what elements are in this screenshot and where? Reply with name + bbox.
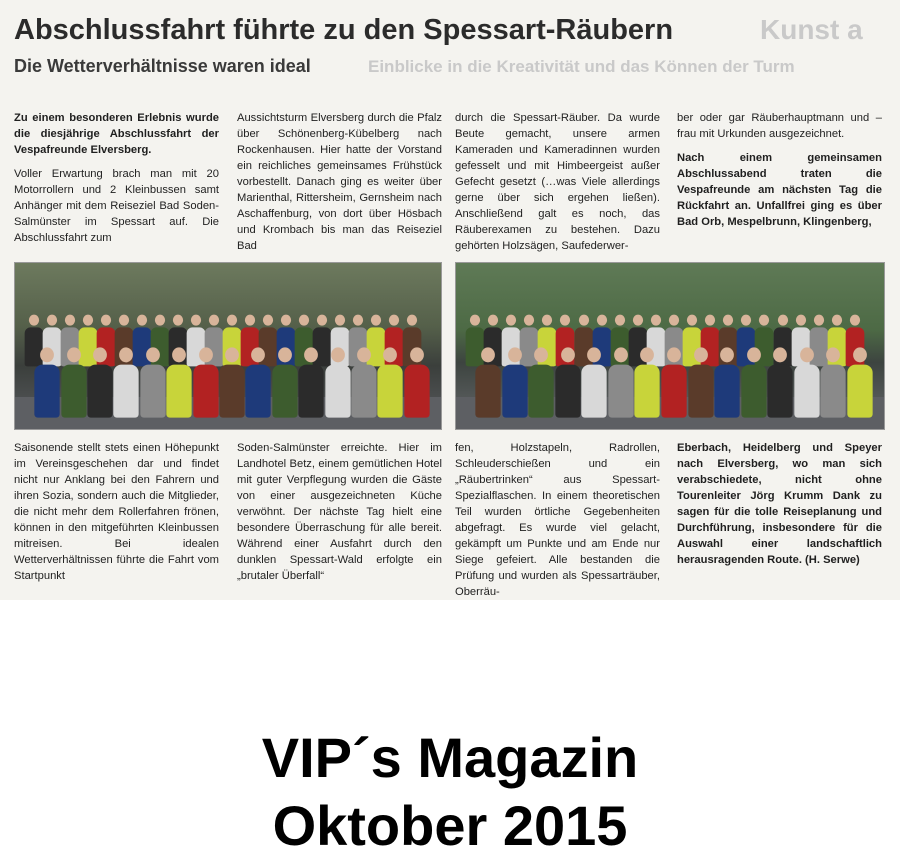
column-text: ber oder gar Räuberhauptmann und –frau mit Urkunden ausgezeichnet. (677, 112, 882, 140)
photo-person (714, 347, 739, 417)
person-body (714, 365, 739, 418)
photo-person (325, 347, 350, 417)
person-head (687, 315, 697, 326)
person-head (560, 315, 570, 326)
person-head (741, 315, 751, 326)
person-head (407, 315, 417, 326)
person-body (219, 365, 244, 418)
photo-person (661, 347, 686, 417)
person-head (705, 315, 715, 326)
person-body (87, 365, 112, 418)
article-lead: Zu einem besonderen Erlebnis wurde die diesjährige Abschlussfahrt der Vespafreunde Elversberg. (14, 112, 219, 156)
person-head (119, 315, 129, 326)
photo-person (847, 347, 872, 417)
person-body (847, 365, 872, 418)
bottom-column-1 (14, 440, 219, 590)
person-head (615, 315, 625, 326)
person-head (773, 347, 787, 362)
person-head (759, 315, 769, 326)
person-head (578, 315, 588, 326)
person-head (747, 347, 761, 362)
column-bold-text: Nach einem gemeinsamen Abschlussabend traten die Vespafreunde am nächsten Tag die Rückfahrt an. Unfallfrei ging es über Bad Orb, Mespelbrunn, Klingenberg, (677, 152, 882, 228)
photo-person (767, 347, 792, 417)
column-text: fen, Holzstapeln, Radrollen, Schleuderschießen und ein „Räubertrinken“ aus Spessart-Spezialflaschen. In einem theoretischen Teil wurden örtliche Gegebenheiten abgefragt. Es wurde viel gelacht, gekämpft um Punkte und am Ende nur Siege gefeiert. Alle bestanden die Prüfung und wurden als Spessarträuber, Oberräu- (455, 442, 660, 598)
person-head (826, 347, 840, 362)
person-body (476, 365, 501, 418)
person-head (470, 315, 480, 326)
person-head (777, 315, 787, 326)
photo-person (272, 347, 297, 417)
person-body (767, 365, 792, 418)
person-body (35, 365, 60, 418)
photo-person (476, 347, 501, 417)
person-body (61, 365, 86, 418)
person-head (199, 347, 213, 362)
person-head (667, 347, 681, 362)
column-text: durch die Spessart-Räuber. Da wurde Beute gemacht, unsere armen Kameraden und Kameradinnen wurden gefesselt und mit Himbeergeist außer Gefecht gesetzt (…was Viele allerdings gerne über sich ergehen ließen). Anschließend galt es noch, das Räuberexamen zu bestehen. Dazu gehörten Holzsägen, Saufederwer- (455, 112, 660, 252)
person-body (529, 365, 554, 418)
person-body (114, 365, 139, 418)
person-head (353, 315, 363, 326)
column-text: Soden-Salmünster erreichte. Hier im Landhotel Betz, einem gemütlichen Hotel mit guter Verpflegung wurden die Gäste von einer ausgezeichneten Küche verwöhnt. Der nächste Tag hielt eine besondere Überraschung für alle bereit. Während einer Ausfahrt durch den dunklen Spessart-Wald erfolgte ein „brutaler Überfall“ (237, 442, 442, 582)
photo-person (502, 347, 527, 417)
person-head (587, 347, 601, 362)
person-head (29, 315, 39, 326)
person-head (317, 315, 327, 326)
person-head (191, 315, 201, 326)
person-head (481, 347, 495, 362)
person-head (119, 347, 133, 362)
photo-person (351, 347, 376, 417)
person-head (651, 315, 661, 326)
person-body (502, 365, 527, 418)
person-head (853, 347, 867, 362)
top-column-3 (455, 110, 660, 258)
person-body (351, 365, 376, 418)
person-head (720, 347, 734, 362)
person-head (225, 347, 239, 362)
person-head (67, 347, 81, 362)
bottom-column-2 (237, 440, 442, 590)
person-head (245, 315, 255, 326)
photo-person (582, 347, 607, 417)
person-body (794, 365, 819, 418)
photo-person (794, 347, 819, 417)
person-body (741, 365, 766, 418)
person-head (508, 347, 522, 362)
person-head (251, 347, 265, 362)
person-head (814, 315, 824, 326)
person-head (137, 315, 147, 326)
photo-person (741, 347, 766, 417)
person-head (669, 315, 679, 326)
group-photo-right (455, 262, 885, 430)
person-head (694, 347, 708, 362)
person-body (582, 365, 607, 418)
person-head (561, 347, 575, 362)
top-column-1 (14, 110, 219, 258)
person-head (389, 315, 399, 326)
person-head (65, 315, 75, 326)
person-head (488, 315, 498, 326)
top-column-4 (677, 110, 882, 258)
photo-person (821, 347, 846, 417)
photo-person (404, 347, 429, 417)
column-bold-text: Eberbach, Heidelberg und Speyer nach Elversberg, wo man sich verabschiedete, nicht ohne Tourenleiter Jörg Krumm Dank zu sagen für die tolle Reiseplanung und Durchführung, insbesondere für die Auswahl einer landschaftlich herausragenden Route. (H. Serwe) (677, 442, 882, 566)
person-body (661, 365, 686, 418)
column-text: Aussichtsturm Elversberg durch die Pfalz über Schönenberg-Kübelberg nach Rockenhausen. Hier hatte der Vorstand ein reichliches gemeinsames Frühstück vorbestellt. Danach ging es weiter über Marienthal, Rittersheim, Gernsheim nach Aschaffenburg, von dort über Hösbach und Krombach bis man das Reiseziel Bad (237, 112, 442, 252)
person-body (688, 365, 713, 418)
person-head (93, 347, 107, 362)
person-head (800, 347, 814, 362)
person-head (542, 315, 552, 326)
person-head (281, 315, 291, 326)
photo-person (299, 347, 324, 417)
top-column-2 (237, 110, 442, 258)
adjacent-article-subheadline: Einblicke in die Kreativität und das Können der Turm (368, 57, 795, 76)
person-head (506, 315, 516, 326)
bottom-column-4 (677, 440, 882, 590)
person-body (272, 365, 297, 418)
person-body (246, 365, 271, 418)
person-head (101, 315, 111, 326)
person-head (371, 315, 381, 326)
person-head (155, 315, 165, 326)
person-head (850, 315, 860, 326)
person-body (299, 365, 324, 418)
article-subheadline: Die Wetterverhältnisse waren ideal (14, 56, 311, 76)
person-head (524, 315, 534, 326)
person-body (608, 365, 633, 418)
person-head (263, 315, 273, 326)
photo-person (608, 347, 633, 417)
person-head (83, 315, 93, 326)
person-body (635, 365, 660, 418)
person-head (209, 315, 219, 326)
person-head (40, 347, 54, 362)
photo-person (35, 347, 60, 417)
article-headline: Abschlussfahrt führte zu den Spessart-Räubern (14, 14, 674, 46)
person-body (193, 365, 218, 418)
person-head (597, 315, 607, 326)
person-head (172, 347, 186, 362)
person-body (555, 365, 580, 418)
photo-person (246, 347, 271, 417)
person-head (357, 347, 371, 362)
person-head (146, 347, 160, 362)
photo-person (688, 347, 713, 417)
photo-person (140, 347, 165, 417)
person-head (410, 347, 424, 362)
adjacent-article-headline: Kunst a (760, 14, 863, 45)
person-body (378, 365, 403, 418)
person-head (278, 347, 292, 362)
photo-person (635, 347, 660, 417)
photo-person (378, 347, 403, 417)
person-head (832, 315, 842, 326)
issue-date: Oktober 2015 (272, 794, 628, 857)
person-head (331, 347, 345, 362)
person-body (821, 365, 846, 418)
photo-person (114, 347, 139, 417)
person-body (325, 365, 350, 418)
person-head (47, 315, 57, 326)
photo-person (61, 347, 86, 417)
magazine-name: VIP´s Magazin (261, 726, 639, 789)
person-head (723, 315, 733, 326)
photo-person (193, 347, 218, 417)
person-head (633, 315, 643, 326)
photo-person (529, 347, 554, 417)
person-head (335, 315, 345, 326)
bottom-column-3 (455, 440, 660, 598)
person-head (299, 315, 309, 326)
photo-person (555, 347, 580, 417)
photo-person (87, 347, 112, 417)
person-head (173, 315, 183, 326)
person-head (534, 347, 548, 362)
person-head (227, 315, 237, 326)
person-body (140, 365, 165, 418)
person-body (167, 365, 192, 418)
person-head (304, 347, 318, 362)
photo-person (167, 347, 192, 417)
column-text: Voller Erwartung brach man mit 20 Motorrollern und 2 Kleinbussen samt Anhänger mit dem Reiseziel Bad Soden-Salmünster im Spessart auf. Die Abschlussfahrt zum (14, 168, 219, 244)
person-head (614, 347, 628, 362)
person-head (641, 347, 655, 362)
person-body (404, 365, 429, 418)
photo-person (219, 347, 244, 417)
person-head (796, 315, 806, 326)
group-photo-left (14, 262, 442, 430)
column-text: Saisonende stellt stets einen Höhepunkt im Vereinsgeschehen dar und findet nicht nur Anklang bei den Fahrern und ihren Sozia, sondern auch die Mitglieder, die nicht mehr dem Rollerfahren frönen, können in den mitgeführten Kleinbussen mitreisen. Bei idealen Wetterverhältnissen führte die Fahrt vom Startpunkt (14, 442, 219, 582)
person-head (383, 347, 397, 362)
